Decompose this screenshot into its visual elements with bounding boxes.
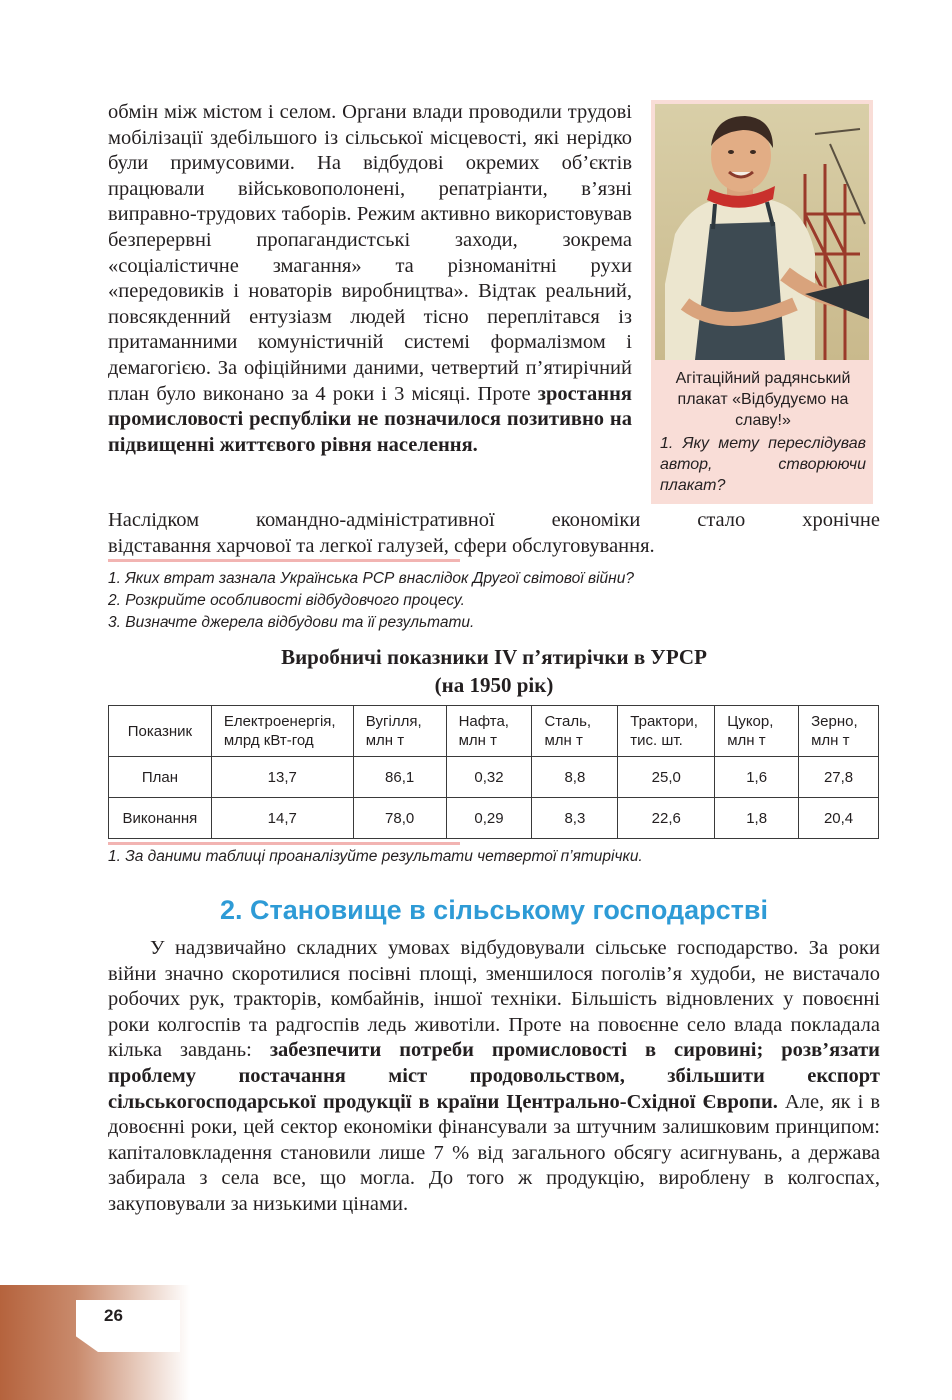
table-cell: 25,0 xyxy=(618,757,715,798)
table-cell: 27,8 xyxy=(799,757,879,798)
table-cell: 8,8 xyxy=(532,757,618,798)
table-cell: Виконання xyxy=(109,798,212,839)
table-header: Цукор, млн т xyxy=(715,706,799,757)
propaganda-poster-illustration xyxy=(655,104,869,360)
table-cell: 0,29 xyxy=(446,798,532,839)
section-text-2: Але, як і в довоєнні роки, цей сектор економіки фінансували за штучним залишковим принципом: капіталовкладення становили лише 7 % від загального обсягу асигнувань, а держава забирала з села все, що могла. До того ж продукцію, вироблену в колгоспах, закуповували за низькими цінами. xyxy=(108,1090,880,1215)
intro-bold-text: зростання промисловості республіки не позначилося позитивно на підвищенні життєвого рівня населення. xyxy=(108,382,632,456)
table-cell: 86,1 xyxy=(353,757,446,798)
table-header: Показник xyxy=(109,706,212,757)
table-header: Сталь, млн т xyxy=(532,706,618,757)
section-divider xyxy=(108,559,460,562)
table-header: Вугілля, млн т xyxy=(353,706,446,757)
poster-caption xyxy=(660,368,866,496)
section-bold-text: забезпечити потреби промисловості в сировині; розв’язати проблему постачання міст продовольством, збільшити експорт сільськогосподарської продукції в країни Центрально-Східної Європи. xyxy=(108,1039,880,1113)
table-cell: 0,32 xyxy=(446,757,532,798)
section-text-1: У надзвичайно складних умовах відбудовували сільське господарство. За роки війни значно скоротилися посівні площі, зменшилося поголів’я худоби, не вистачало робочих рук, тракторів, комбайнів, іншої техніки. Більшість відновлених у повоєнні роки колгоспів та радгоспів ледь животіли. Проте на повоєнне село влада покладала кілька завдань: xyxy=(108,937,880,1062)
table-cell: 14,7 xyxy=(211,798,353,839)
table-cell: План xyxy=(109,757,212,798)
table-header: Нафта, млн т xyxy=(446,706,532,757)
intro-text: обмін між містом і селом. Органи влади проводили трудові мобілізації здебільшого із сільської місцевості, які нерідко були примусовими. На відбудові окремих об’єктів працювали військовополонені, репатріанти, в’язні виправно-трудових таборів. Режим активно використовував безперервні пропагандистські заходи, зокрема «соціалістичне змагання» та різноманітні рухи «передовиків і новаторів виробництва». Відтак реальний, повсякденний ентузіазм людей тісно переплітався із притаманними комуністичній системі формалізмом і демагогією. За офіційними даними, четвертий п’ятирічний план було виконано за 4 роки і 3 місяці. Проте xyxy=(108,101,632,405)
poster-caption-title: Агітаційний радянський плакат «Відбудуємо на славу!» xyxy=(675,370,851,429)
production-table xyxy=(108,705,879,839)
table-title-line-1: Виробничі показники IV п’ятирічки в УРСР xyxy=(281,645,707,669)
table-question: 1. За даними таблиці проаналізуйте результати четвертої п’ятирічки. xyxy=(108,848,643,865)
table-row xyxy=(109,798,879,839)
table-cell: 20,4 xyxy=(799,798,879,839)
section-paragraph xyxy=(108,936,880,1218)
review-question-2: 2. Розкрийте особливості відбудовчого процесу. xyxy=(108,592,465,609)
table-header-row xyxy=(109,706,879,757)
poster-caption-question: 1. Яку мету переслідував автор, створюючи плакат? xyxy=(660,435,866,494)
table-header: Зерно, млн т xyxy=(799,706,879,757)
table-title-line-2: (на 1950 рік) xyxy=(434,673,554,697)
section-heading: 2. Становище в сільському господарстві xyxy=(220,895,768,925)
poster-image xyxy=(655,104,869,360)
intro-paragraph xyxy=(108,100,632,458)
table-cell: 78,0 xyxy=(353,798,446,839)
table-header: Трактори, тис. шт. xyxy=(618,706,715,757)
page-number: 26 xyxy=(104,1306,123,1325)
table-cell: 8,3 xyxy=(532,798,618,839)
continuation-line-1: Наслідком командно-адміністративної економіки стало хронічне xyxy=(108,509,880,531)
table-cell: 22,6 xyxy=(618,798,715,839)
continuation-line-2: відставання харчової та легкої галузей, сфери обслуговування. xyxy=(108,534,655,557)
review-question-3: 3. Визначте джерела відбудови та її результати. xyxy=(108,614,475,631)
table-cell: 1,6 xyxy=(715,757,799,798)
review-questions xyxy=(108,568,880,634)
table-cell: 13,7 xyxy=(211,757,353,798)
table-header: Електроенергія, млрд кВт-год xyxy=(211,706,353,757)
table-row xyxy=(109,757,879,798)
table-title xyxy=(108,643,880,699)
review-question-1: 1. Яких втрат зазнала Українська РСР внаслідок Другої світової війни? xyxy=(108,570,634,587)
table-cell: 1,8 xyxy=(715,798,799,839)
page-number-tab xyxy=(76,1300,180,1352)
intro-continuation xyxy=(108,508,880,559)
table-divider xyxy=(108,842,460,845)
